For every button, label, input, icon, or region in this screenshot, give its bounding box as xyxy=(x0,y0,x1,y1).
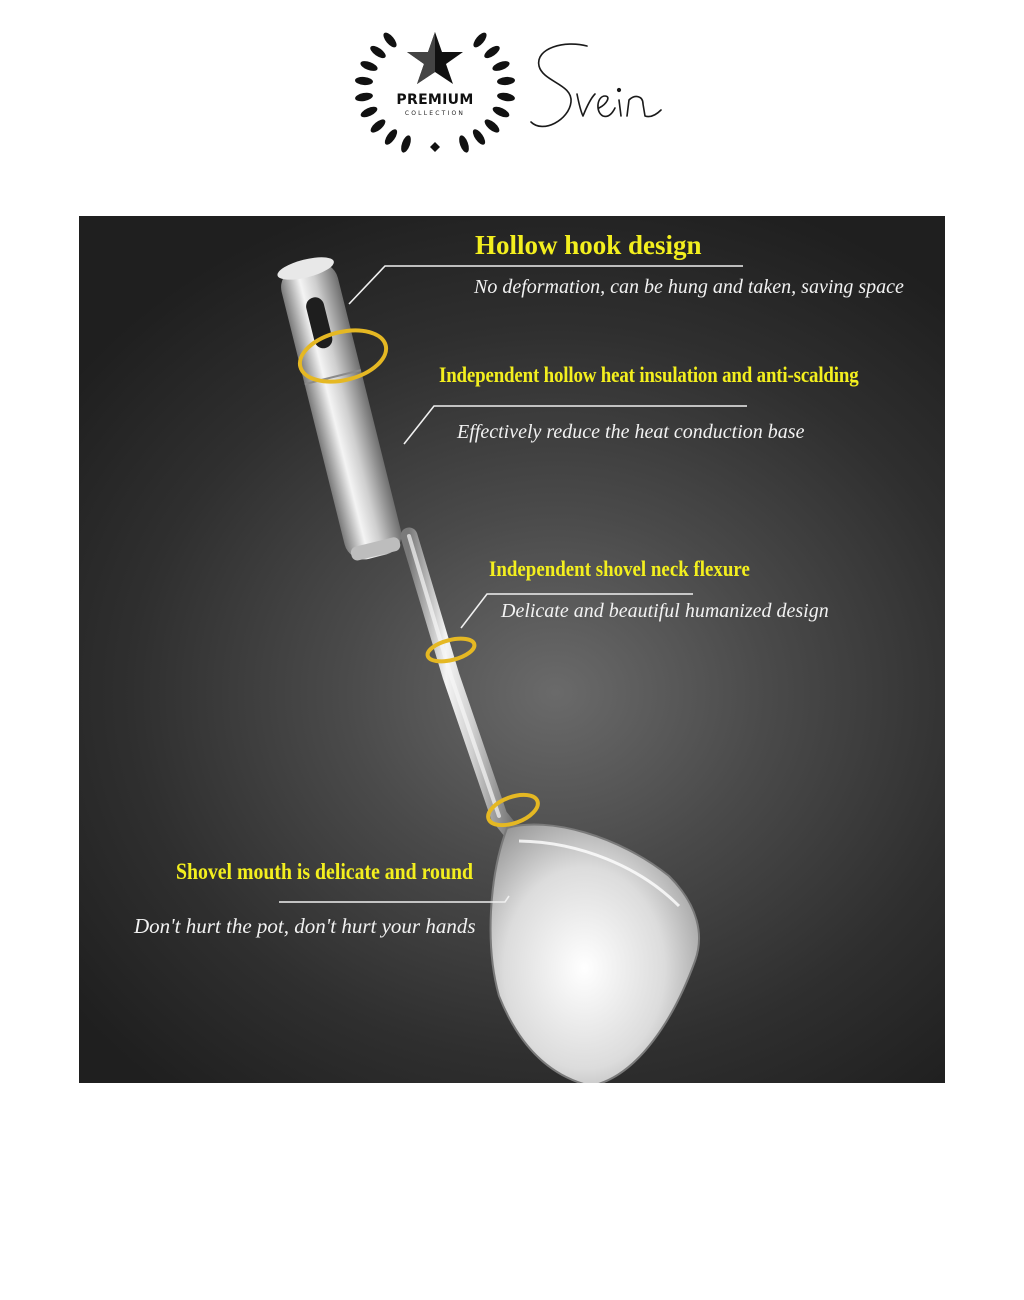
feature-desc-neck-flexure: Delicate and beautiful humanized design xyxy=(501,600,829,622)
feature-desc-shovel-mouth: Don't hurt the pot, don't hurt your hands xyxy=(134,914,476,938)
feature-desc-heat-insulation: Effectively reduce the heat conduction base xyxy=(457,421,805,443)
laurel-wreath-icon xyxy=(350,18,520,158)
star-icon xyxy=(407,32,463,84)
seal-subtitle: COLLECTION xyxy=(404,110,466,117)
product-feature-panel xyxy=(79,216,945,1083)
feature-title-shovel-mouth: Shovel mouth is delicate and round xyxy=(176,859,473,884)
premium-seal xyxy=(350,18,520,158)
signature-logo xyxy=(525,38,685,138)
feature-title-neck-flexure: Independent shovel neck flexure xyxy=(489,556,750,581)
feature-title-heat-insulation: Independent hollow heat insulation and anti-scalding xyxy=(439,362,859,387)
brand-logo xyxy=(350,18,680,158)
seal-title: PREMIUM xyxy=(396,92,474,108)
feature-desc-hollow-hook: No deformation, can be hung and taken, saving space xyxy=(474,276,904,298)
spatula-illustration xyxy=(79,216,945,1083)
feature-title-hollow-hook: Hollow hook design xyxy=(475,230,702,260)
